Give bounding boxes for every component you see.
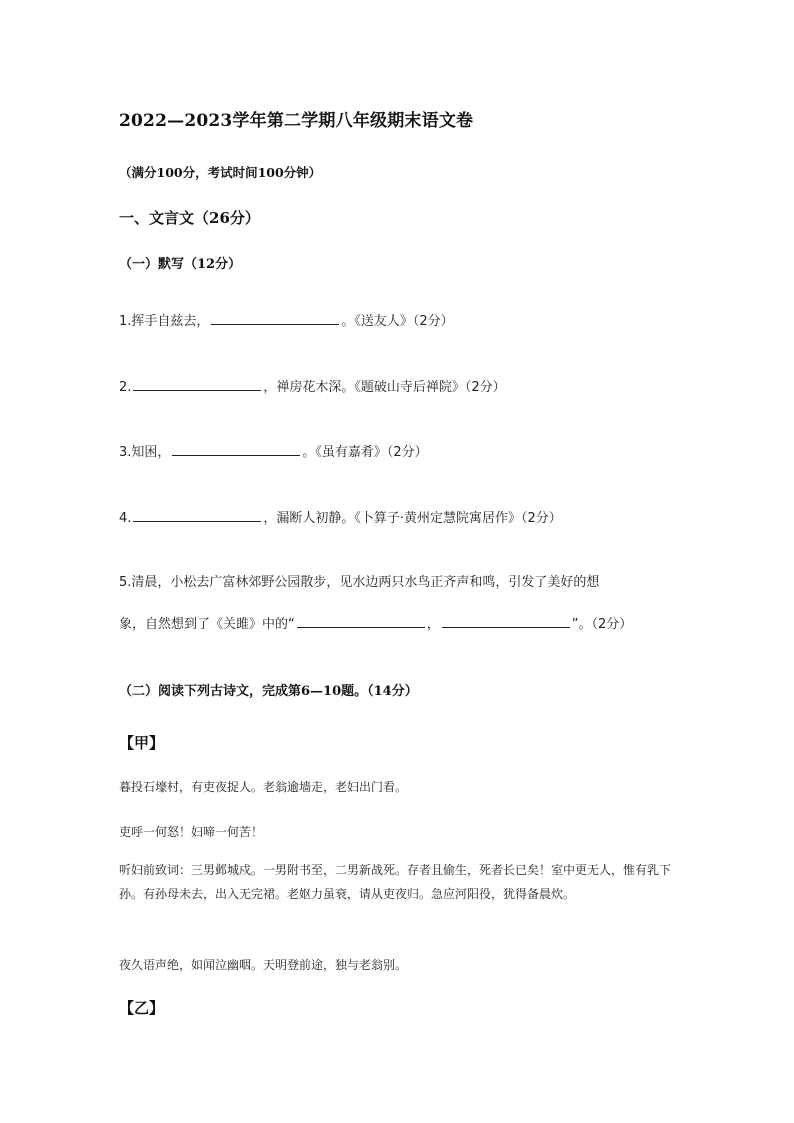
part-heading-1: （一）默写（12分） bbox=[119, 257, 242, 272]
question-5-line-2 bbox=[119, 613, 632, 632]
answer-blank bbox=[442, 615, 570, 628]
part-heading-2: （二）阅读下列古诗文，完成第6—10题。（14分） bbox=[119, 684, 418, 699]
question-5-line-1: 5.清晨，小松去广富林郊野公园散步，见水边两只水鸟正齐声和鸣，引发了美好的想 bbox=[119, 575, 600, 590]
question-4 bbox=[119, 507, 562, 526]
answer-blank bbox=[211, 312, 339, 325]
question-text: ，漏断人初静。《卜算子·黄州定慧院寓居作》（2分） bbox=[263, 511, 562, 526]
question-text: 。《送友人》（2分） bbox=[341, 314, 454, 329]
answer-blank bbox=[133, 509, 261, 522]
exam-note: （满分100分，考试时间100分钟） bbox=[119, 165, 322, 180]
question-3 bbox=[119, 441, 428, 460]
answer-blank bbox=[133, 378, 261, 391]
question-text: ， bbox=[426, 617, 440, 632]
question-text: 1.挥手自兹去， bbox=[119, 314, 210, 329]
poem-line: 夜久语声绝，如闻泣幽咽。天明登前途，独与老翁别。 bbox=[119, 958, 408, 972]
question-text: 。《虽有嘉肴》（2分） bbox=[302, 445, 428, 460]
question-text: ，禅房花木深。《题破山寺后禅院》（2分） bbox=[263, 380, 506, 395]
page-title: 2022—2023学年第二学期八年级期末语文卷 bbox=[119, 111, 474, 131]
question-text: 2. bbox=[119, 380, 132, 395]
question-1 bbox=[119, 310, 454, 329]
question-2 bbox=[119, 376, 506, 395]
text-label-yi: 【乙】 bbox=[119, 999, 165, 1017]
answer-blank bbox=[172, 443, 300, 456]
poem-line: 吏呼一何怒！妇啼一何苦！ bbox=[119, 825, 264, 839]
question-text: 象，自然想到了《关雎》中的“ bbox=[119, 617, 295, 632]
question-text: ”。（2分） bbox=[571, 617, 633, 632]
poem-line: 暮投石壕村，有吏夜捉人。老翁逾墙走，老妇出门看。 bbox=[119, 780, 408, 794]
question-text: 3.知困， bbox=[119, 445, 171, 460]
poem-paragraph: 听妇前致词：三男邺城戍。一男附书至，二男新战死。存者且偷生，死者长已矣！室中更无人，惟有乳下孙。有孙母未去，出入无完裙。老妪力虽衰，请从吏夜归。急应河阳役，犹得备晨炊。 bbox=[119, 863, 672, 901]
answer-blank bbox=[297, 615, 425, 628]
question-text: 4. bbox=[119, 511, 132, 526]
text-label-jia: 【甲】 bbox=[119, 734, 165, 752]
section-heading: 一、文言文（26分） bbox=[119, 209, 260, 227]
